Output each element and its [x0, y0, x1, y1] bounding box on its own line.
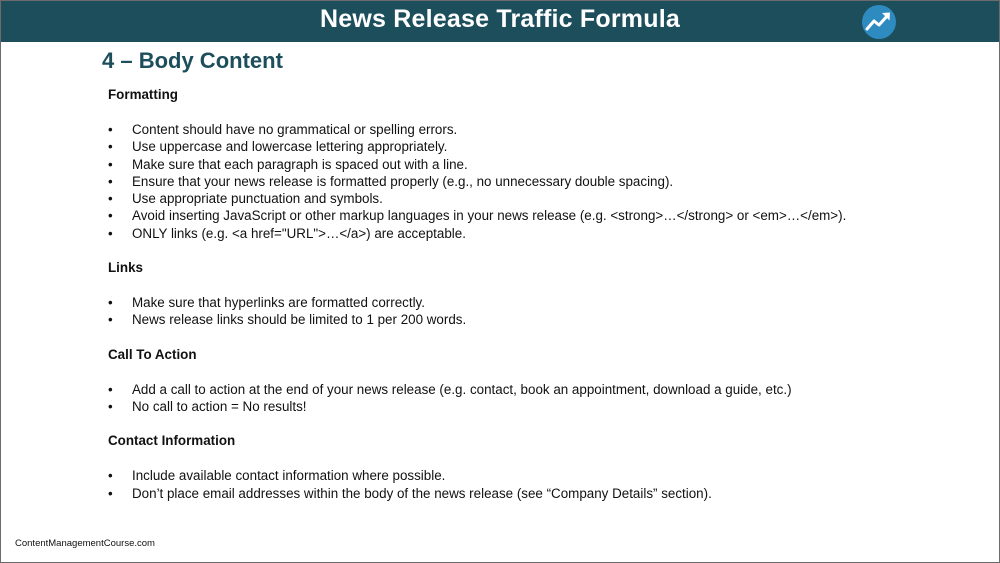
heading-call-to-action: Call To Action	[108, 346, 197, 362]
list-item: • Add a call to action at the end of your news release (e.g. contact, book an appointment, download a guide, etc.)	[108, 381, 792, 397]
body-content	[108, 86, 968, 502]
list-item: • Content should have no grammatical or spelling errors.	[108, 122, 458, 137]
list-item: • Avoid inserting JavaScript or other markup languages in your news release (e.g. <strong>…</strong> or <em>…</em>).	[108, 208, 847, 224]
list-item: • Ensure that your news release is formatted properly (e.g., no unnecessary double spacing).	[108, 173, 674, 189]
trend-up-arrow-icon	[861, 4, 897, 40]
list-item: • Use uppercase and lowercase lettering appropriately.	[108, 139, 448, 155]
contact-information-list	[108, 467, 968, 502]
header-title: News Release Traffic Formula	[320, 5, 680, 33]
list-item: • ONLY links (e.g. <a href="URL">…</a>) are acceptable.	[108, 225, 466, 241]
list-item: • Don’t place email addresses within the body of the news release (see “Company Details” section).	[108, 485, 712, 501]
list-item: • No call to action = No results!	[108, 398, 307, 414]
list-item: • Include available contact information where possible.	[108, 468, 446, 484]
links-list	[108, 294, 968, 329]
list-item: • Make sure that each paragraph is spaced out with a line.	[108, 156, 468, 172]
list-item: • Make sure that hyperlinks are formatted correctly.	[108, 295, 425, 311]
heading-contact-information: Contact Information	[108, 433, 236, 449]
list-item: • Use appropriate punctuation and symbols.	[108, 191, 383, 207]
header-bar	[1, 1, 999, 42]
formatting-list	[108, 121, 968, 242]
footer-website: ContentManagementCourse.com	[15, 538, 155, 549]
list-item: • News release links should be limited to 1 per 200 words.	[108, 312, 467, 328]
call-to-action-list	[108, 381, 968, 416]
heading-links: Links	[108, 260, 143, 276]
heading-formatting: Formatting	[108, 87, 178, 102]
section-title: 4 – Body Content	[102, 48, 283, 73]
